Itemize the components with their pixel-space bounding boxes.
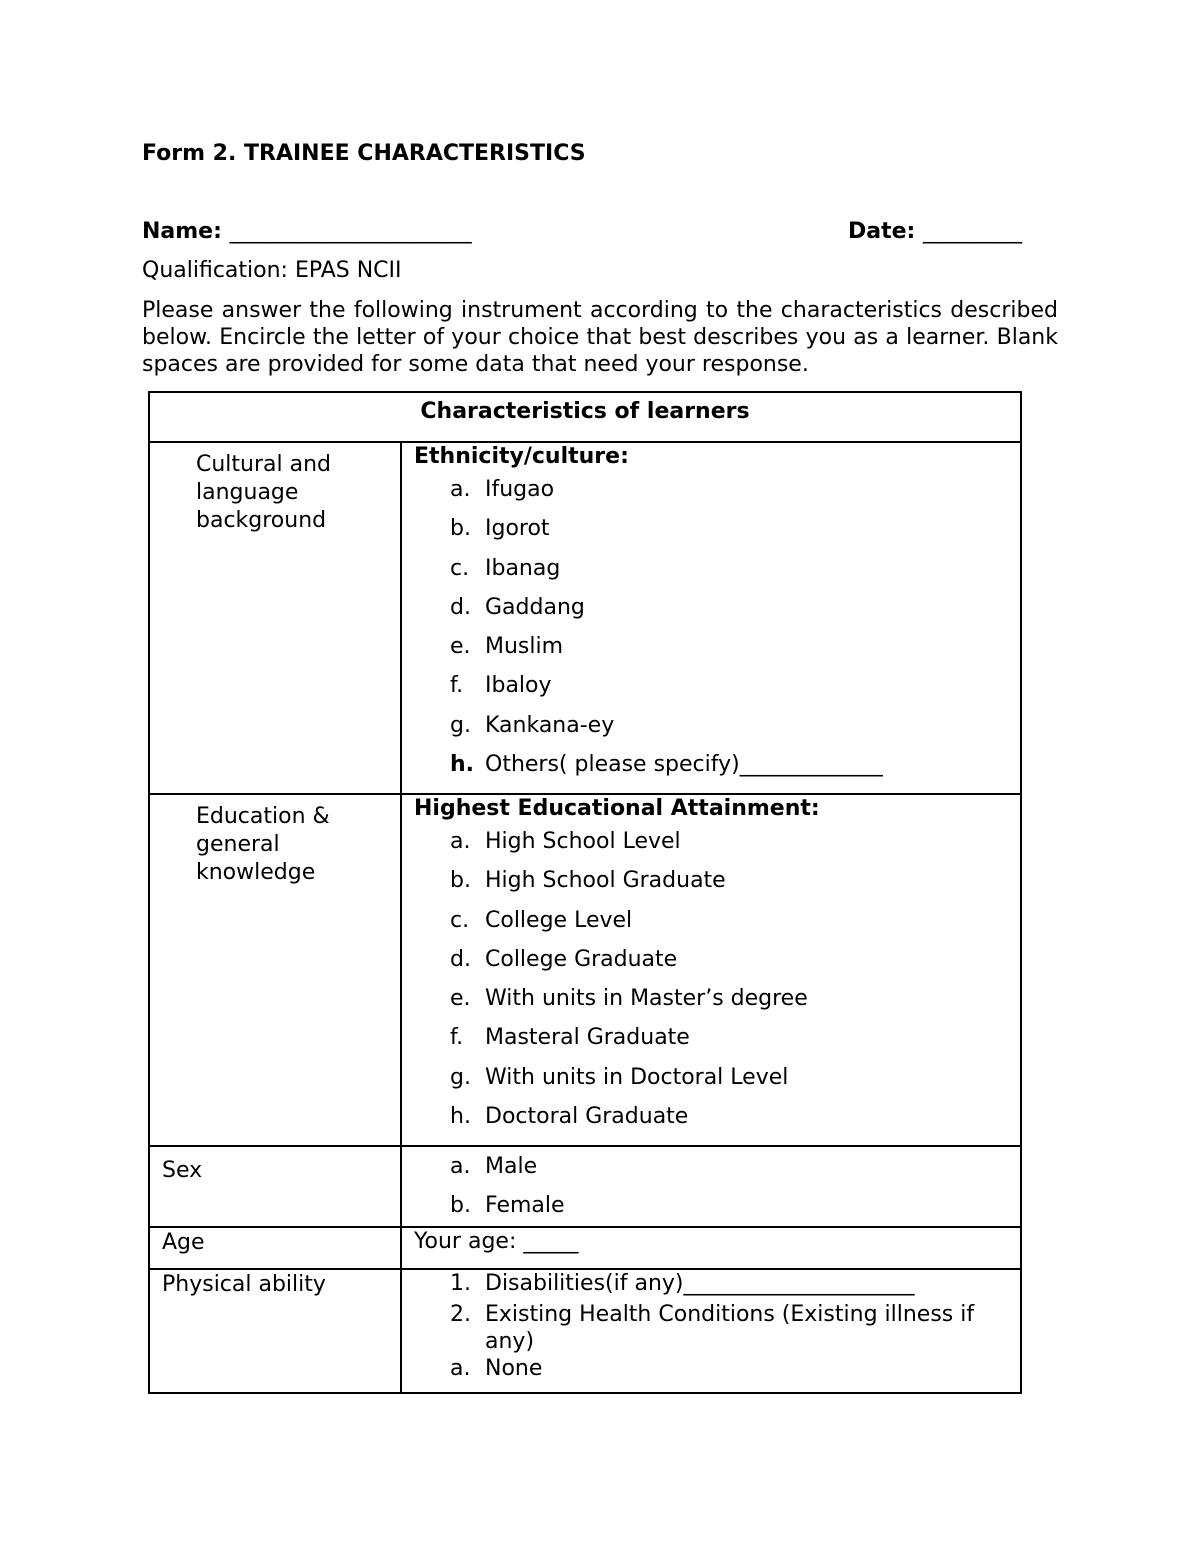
option-letter[interactable]: g. (450, 1064, 471, 1090)
physical-item[interactable] (450, 1270, 1020, 1297)
option-letter[interactable]: a. (450, 829, 471, 854)
item-text[interactable]: Existing Health Conditions (Existing illness if any) (485, 1301, 975, 1354)
name-field (142, 219, 472, 244)
physical-item[interactable] (450, 1301, 1020, 1355)
option-item[interactable] (450, 979, 1020, 1018)
table-header-label: Characteristics of learners (420, 399, 750, 424)
option-text: High School Graduate (485, 868, 726, 894)
date-field (848, 219, 1022, 244)
age-cell[interactable] (401, 1227, 1021, 1269)
option-text: College Graduate (485, 946, 678, 972)
option-letter[interactable]: d. (450, 594, 471, 620)
sex-options-cell (401, 1146, 1021, 1227)
table-header (149, 392, 1021, 442)
table-row-age (149, 1227, 1021, 1269)
option-item[interactable] (450, 861, 1020, 900)
row-label-sex: Sex (149, 1146, 401, 1227)
qualification-line: Qualification: EPAS NCII (142, 258, 402, 283)
option-letter[interactable]: g. (450, 712, 471, 738)
date-blank[interactable]: _________ (923, 219, 1023, 244)
item-number: 1. (450, 1270, 471, 1296)
option-letter[interactable]: c. (450, 907, 470, 933)
option-item[interactable] (450, 1186, 1020, 1225)
option-letter[interactable]: c. (450, 555, 470, 581)
characteristics-table (148, 391, 1022, 1394)
option-letter[interactable]: b. (450, 1193, 471, 1219)
option-item[interactable] (450, 1058, 1020, 1097)
option-text: Gaddang (485, 594, 585, 620)
option-item[interactable] (450, 1097, 1020, 1136)
row-label-age: Age (149, 1227, 401, 1269)
option-item[interactable] (450, 509, 1020, 548)
physical-item[interactable] (450, 1355, 1020, 1382)
item-number[interactable]: a. (450, 1355, 471, 1381)
option-item[interactable] (450, 745, 1020, 784)
option-text: Muslim (485, 634, 564, 660)
option-item[interactable] (450, 822, 1020, 861)
option-letter[interactable]: f. (450, 673, 464, 699)
option-letter[interactable]: d. (450, 946, 471, 972)
option-letter[interactable]: e. (450, 986, 471, 1012)
instructions-paragraph: Please answer the following instrument according to the characteristics described below. Encircle the letter of your choice that best describes you as a learner. Blank spaces are provided for some data that need your response. (142, 298, 1058, 377)
item-text[interactable]: Disabilities(if any)_____________________ (485, 1270, 915, 1296)
item-number: 2. (450, 1301, 471, 1327)
option-letter[interactable]: h. (450, 1104, 471, 1130)
option-text: Masteral Graduate (485, 1025, 690, 1051)
option-text: Igorot (485, 516, 550, 542)
option-item[interactable] (450, 1018, 1020, 1057)
ethnicity-heading: Ethnicity/culture: (414, 444, 629, 469)
row-label-cultural: Cultural and language background (149, 442, 401, 794)
option-text: Ifugao (485, 477, 555, 502)
option-text: High School Level (485, 829, 681, 854)
item-text: None (485, 1355, 543, 1381)
name-label: Name: (142, 219, 230, 244)
education-options-cell (401, 794, 1021, 1146)
education-heading: Highest Educational Attainment: (414, 796, 820, 821)
age-input-line[interactable]: Your age: _____ (414, 1228, 579, 1254)
option-text: Female (485, 1193, 565, 1219)
option-letter[interactable]: a. (450, 477, 471, 502)
option-letter[interactable]: e. (450, 634, 471, 660)
name-blank[interactable]: ______________________ (229, 219, 472, 244)
row-label-education: Education & general knowledge (149, 794, 401, 1146)
table-row-sex (149, 1146, 1021, 1227)
option-text: Others( please specify)_____________ (485, 752, 883, 778)
physical-cell (401, 1269, 1021, 1393)
education-options (414, 822, 1020, 1136)
table-row-education (149, 794, 1021, 1146)
option-text: Male (485, 1154, 538, 1179)
table-row-physical (149, 1269, 1021, 1393)
option-text: Doctoral Graduate (485, 1104, 689, 1130)
option-item[interactable] (450, 901, 1020, 940)
option-text: College Level (485, 907, 633, 933)
option-item[interactable] (450, 627, 1020, 666)
option-letter[interactable]: h. (450, 752, 475, 778)
ethnicity-options (414, 470, 1020, 784)
option-item[interactable] (450, 470, 1020, 509)
sex-options (414, 1147, 1020, 1226)
option-item[interactable] (450, 706, 1020, 745)
option-item[interactable] (450, 588, 1020, 627)
option-item[interactable] (450, 666, 1020, 705)
option-letter[interactable]: f. (450, 1025, 464, 1051)
option-letter[interactable]: a. (450, 1154, 471, 1179)
row-label-physical: Physical ability (149, 1269, 401, 1393)
table-row-ethnicity (149, 442, 1021, 794)
option-text: Ibaloy (485, 673, 552, 699)
option-text: With units in Doctoral Level (485, 1064, 789, 1090)
option-letter[interactable]: b. (450, 868, 471, 894)
physical-items (414, 1270, 1020, 1382)
option-item[interactable] (450, 1147, 1020, 1186)
option-text: Ibanag (485, 555, 561, 581)
option-item[interactable] (450, 940, 1020, 979)
option-text: Kankana-ey (485, 712, 615, 738)
form-title: Form 2. TRAINEE CHARACTERISTICS (142, 141, 586, 166)
ethnicity-options-cell (401, 442, 1021, 794)
option-item[interactable] (450, 549, 1020, 588)
date-label: Date: (848, 219, 924, 244)
option-text: With units in Master’s degree (485, 986, 808, 1012)
option-letter[interactable]: b. (450, 516, 471, 542)
